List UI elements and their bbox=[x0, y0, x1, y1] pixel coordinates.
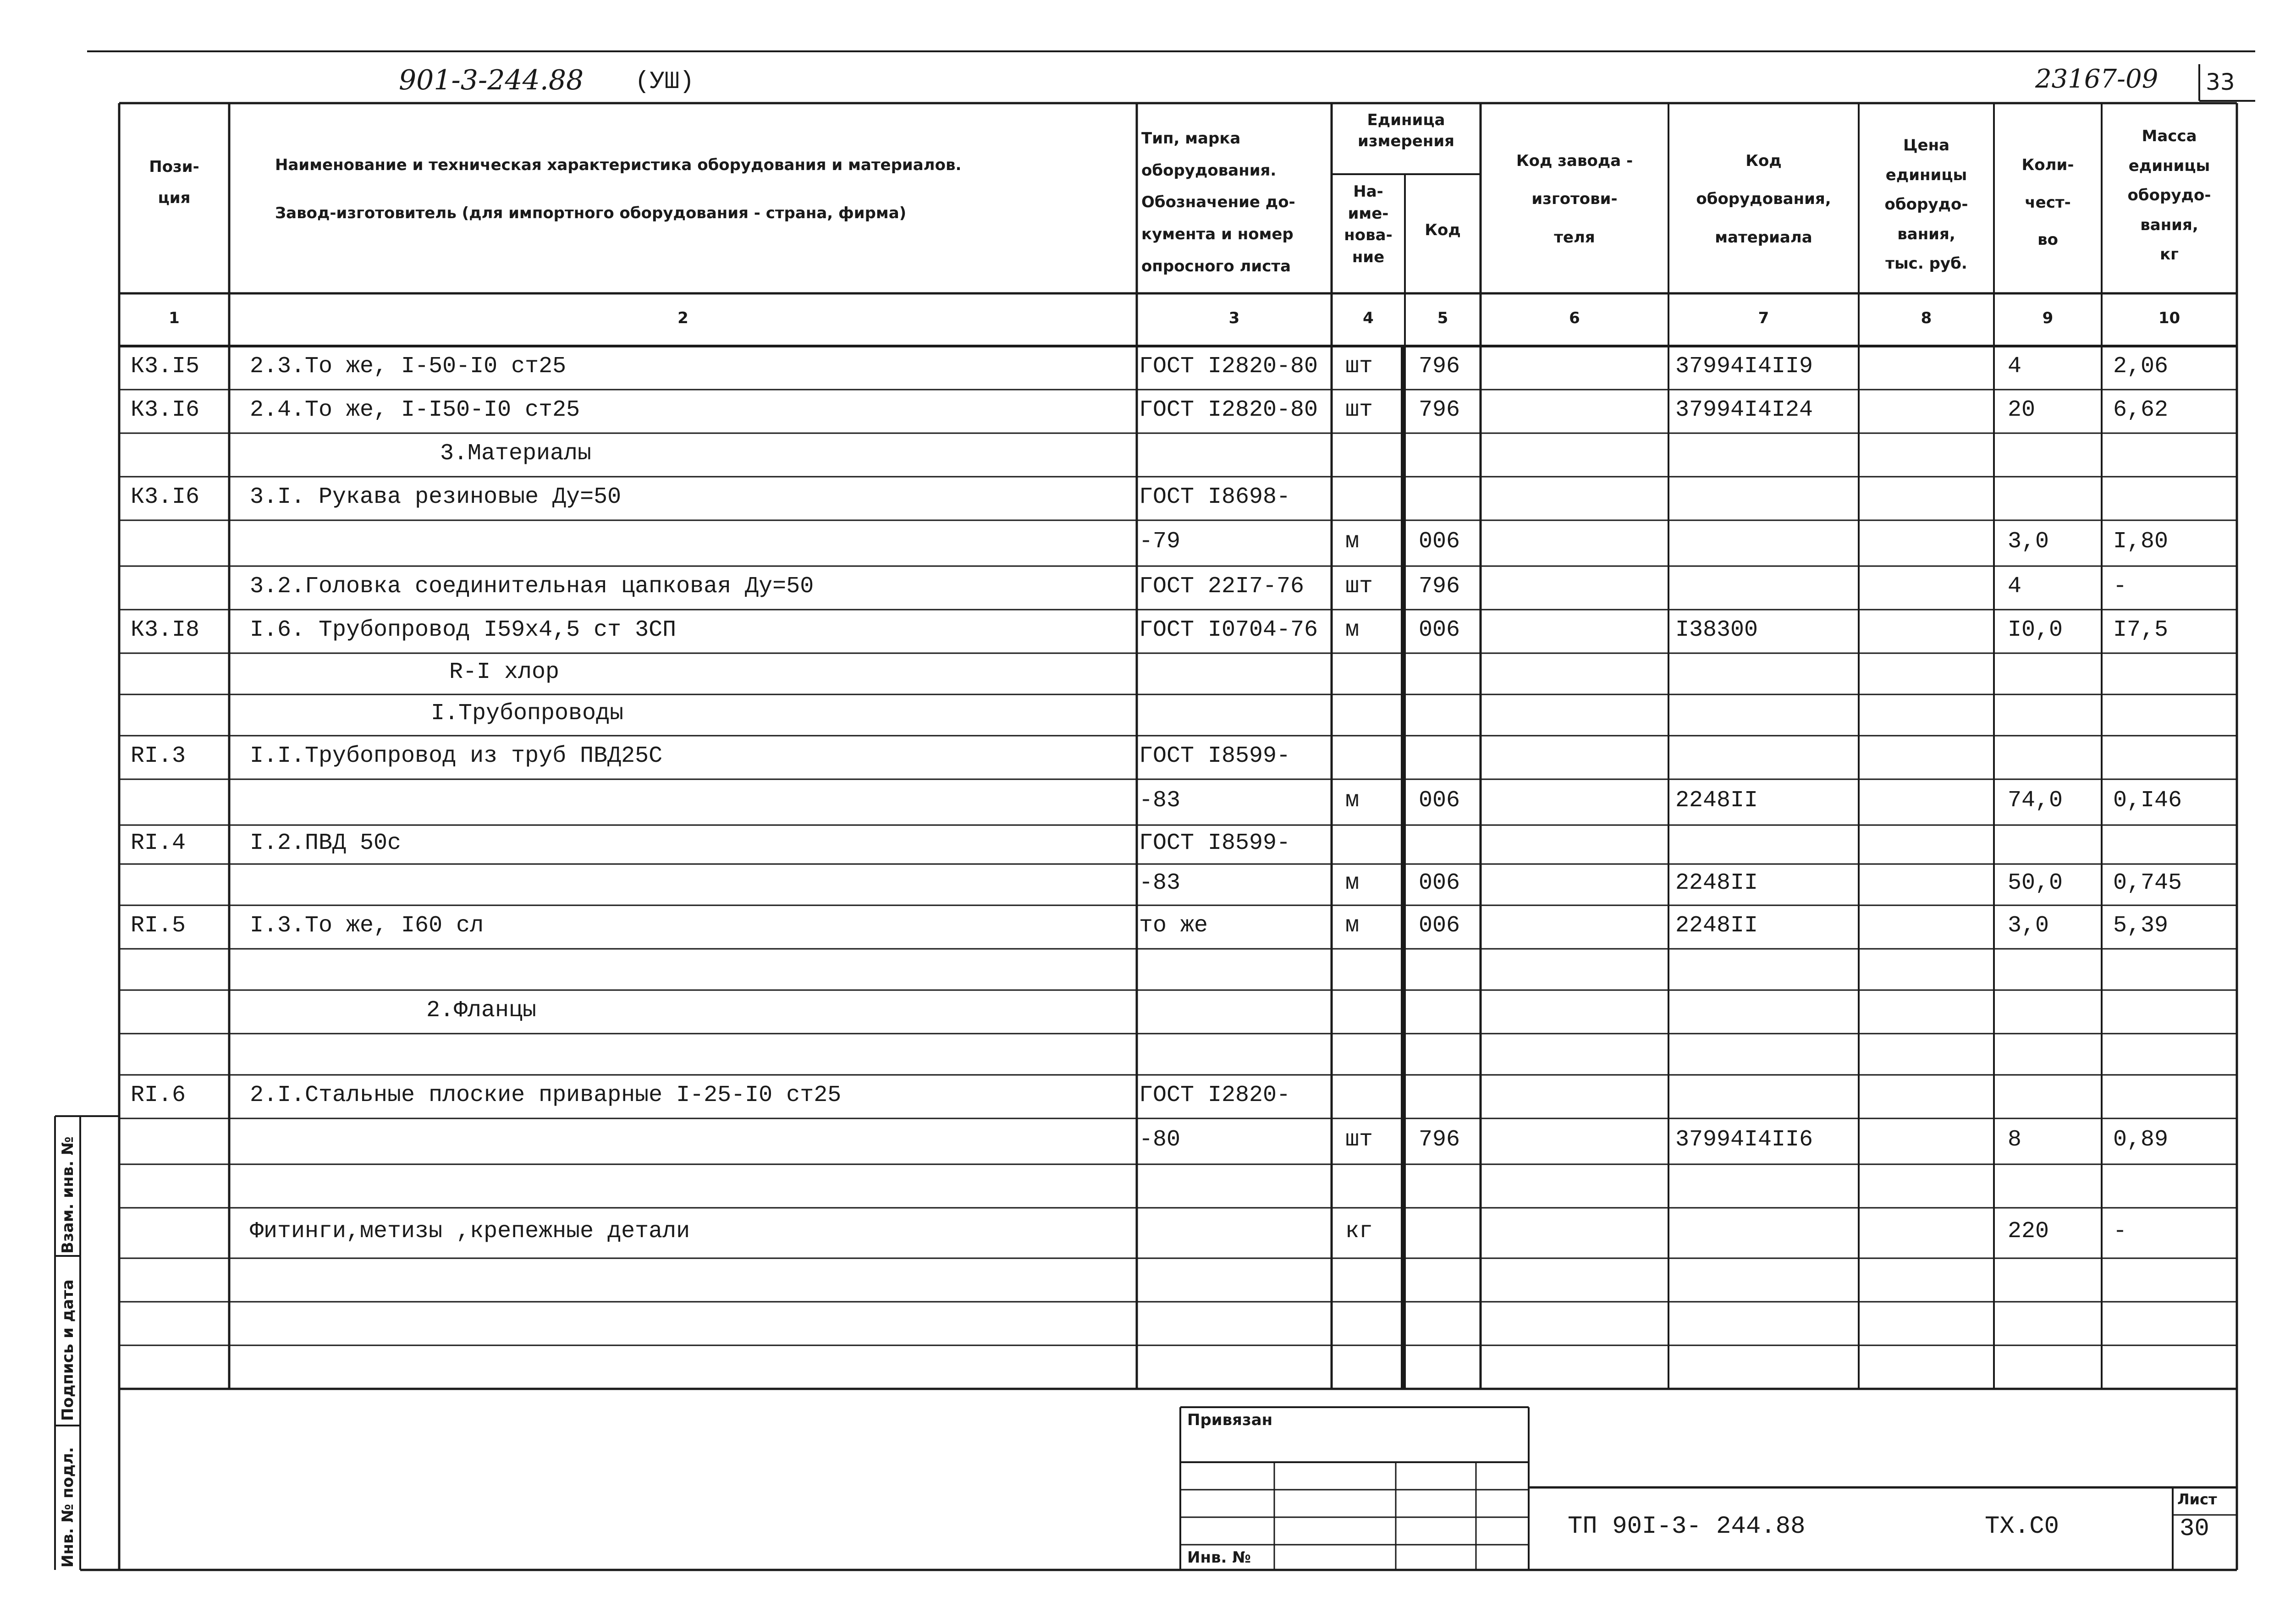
cell-mass: 5,39 bbox=[2113, 912, 2169, 939]
cell-unit-code: 796 bbox=[1419, 353, 1460, 380]
cell-name: I.3.То же, I60 сл bbox=[250, 912, 484, 939]
header-position: Пози- ция bbox=[149, 158, 199, 207]
cell-unit: м bbox=[1345, 617, 1360, 643]
cell-quantity: 20 bbox=[2008, 396, 2036, 423]
cell-name: 3.Материалы bbox=[440, 440, 592, 467]
cell-mass: - bbox=[2113, 1218, 2127, 1244]
header-name-line1: Наименование и техническая характеристика оборудования и материалов. bbox=[275, 156, 962, 174]
cell-unit: шт bbox=[1345, 1127, 1373, 1153]
cell-mass: I7,5 bbox=[2113, 617, 2169, 643]
cell-equipment-code: I38300 bbox=[1675, 617, 1758, 643]
cell-mass: I,80 bbox=[2113, 528, 2169, 555]
cell-equipment-code: 37994I4I24 bbox=[1675, 396, 1813, 423]
cell-equipment-code: 2248II bbox=[1675, 912, 1758, 939]
cell-doc: ГОСТ I0704-76 bbox=[1139, 617, 1318, 643]
side-stamp-inv-vzam: Взам. инв. № bbox=[59, 1136, 77, 1254]
header-equipment-code: Код оборудования, материала bbox=[1696, 152, 1831, 247]
cell-unit-code: 796 bbox=[1419, 396, 1460, 423]
cell-position: К3.I6 bbox=[131, 396, 200, 423]
cell-position: К3.I5 bbox=[131, 353, 200, 380]
cell-position: RI.3 bbox=[131, 743, 186, 769]
column-number-4: 4 bbox=[1363, 309, 1374, 327]
cell-doc: ГОСТ I8599- bbox=[1139, 743, 1291, 769]
cell-equipment-code: 37994I4II9 bbox=[1675, 353, 1813, 380]
cell-doc: ГОСТ I2820-80 bbox=[1139, 396, 1318, 423]
cell-name: 2.4.То же, I-I50-I0 ст25 bbox=[250, 396, 580, 423]
cell-name: I.I.Трубопровод из труб ПВД25С bbox=[250, 743, 663, 769]
cell-mass: 2,06 bbox=[2113, 353, 2169, 380]
cell-name: 2.I.Стальные плоские приварные I-25-I0 ст25 bbox=[250, 1082, 842, 1108]
cell-unit: шт bbox=[1345, 396, 1373, 423]
header-doc-type: Тип, марка оборудования. Обозначение до- кумента и номер опросного листа bbox=[1141, 129, 1295, 275]
cell-unit-code: 796 bbox=[1419, 1127, 1460, 1153]
cell-name: 2.Фланцы bbox=[426, 997, 537, 1024]
cell-name: 3.I. Рукава резиновые Ду=50 bbox=[250, 484, 622, 510]
header-unit-code: Код bbox=[1425, 221, 1461, 239]
title-block-project-code: ТП 90I-3- 244.88 bbox=[1568, 1513, 1806, 1541]
cell-mass: 0,I46 bbox=[2113, 787, 2182, 814]
cell-name: 2.3.То же, I-50-I0 ст25 bbox=[250, 353, 567, 380]
cell-unit-code: 006 bbox=[1419, 528, 1460, 555]
page-number: 33 bbox=[2206, 69, 2235, 95]
cell-quantity: 8 bbox=[2008, 1127, 2022, 1153]
column-number-7: 7 bbox=[1758, 309, 1769, 327]
cell-mass: 0,745 bbox=[2113, 870, 2182, 896]
cell-unit: кг bbox=[1345, 1218, 1373, 1244]
title-block-doc-mark: ТХ.С0 bbox=[1985, 1513, 2059, 1541]
cell-doc: ГОСТ I2820- bbox=[1139, 1082, 1291, 1108]
column-number-2: 2 bbox=[677, 309, 688, 327]
cell-quantity: 3,0 bbox=[2008, 528, 2049, 555]
cell-unit: м bbox=[1345, 870, 1360, 896]
cell-position: RI.6 bbox=[131, 1082, 186, 1108]
cell-quantity: 50,0 bbox=[2008, 870, 2063, 896]
cell-quantity: 4 bbox=[2008, 573, 2022, 600]
cell-mass: 0,89 bbox=[2113, 1127, 2169, 1153]
document-code-suffix: (УШ) bbox=[635, 68, 694, 96]
cell-mass: 6,62 bbox=[2113, 396, 2169, 423]
column-number-9: 9 bbox=[2042, 309, 2054, 327]
side-stamp-inv-podl: Инв. № подл. bbox=[59, 1447, 77, 1568]
cell-equipment-code: 37994I4II6 bbox=[1675, 1127, 1813, 1153]
cell-doc: -83 bbox=[1139, 787, 1181, 814]
cell-unit-code: 006 bbox=[1419, 870, 1460, 896]
side-stamp-signature-date: Подпись и дата bbox=[59, 1279, 77, 1421]
cell-position: К3.I8 bbox=[131, 617, 200, 643]
cell-equipment-code: 2248II bbox=[1675, 870, 1758, 896]
cell-position: К3.I6 bbox=[131, 484, 200, 510]
column-number-3: 3 bbox=[1228, 309, 1240, 327]
cell-unit: м bbox=[1345, 528, 1360, 555]
cell-name: R-I хлор bbox=[449, 659, 560, 685]
cell-doc: ГОСТ I2820-80 bbox=[1139, 353, 1318, 380]
header-quantity: Коли- чест- во bbox=[2021, 156, 2074, 249]
cell-name: I.Трубопроводы bbox=[431, 700, 624, 727]
header-unit-group: Единица измерения bbox=[1358, 111, 1454, 150]
cell-unit: шт bbox=[1345, 573, 1373, 600]
header-unit-name: На- име- нова- ние bbox=[1344, 182, 1393, 266]
cell-name: Фитинги,метизы ,крепежные детали bbox=[250, 1218, 690, 1244]
header-unit-price: Цена единицы оборудо- вания, тыс. руб. bbox=[1884, 136, 1968, 273]
stamp-inv-no-label: Инв. № bbox=[1187, 1548, 1251, 1567]
header-name-line2: Завод-изготовитель (для импортного оборудования - страна, фирма) bbox=[275, 204, 907, 222]
cell-doc: ГОСТ 22I7-76 bbox=[1139, 573, 1305, 600]
title-block-sheet-label: Лист bbox=[2177, 1491, 2217, 1508]
cell-doc: ГОСТ I8698- bbox=[1139, 484, 1291, 510]
cell-mass: - bbox=[2113, 573, 2127, 600]
cell-quantity: I0,0 bbox=[2008, 617, 2063, 643]
cell-doc: то же bbox=[1139, 912, 1208, 939]
header-plant-code: Код завода - изготови- теля bbox=[1516, 152, 1633, 247]
cell-unit-code: 796 bbox=[1419, 573, 1460, 600]
column-number-5: 5 bbox=[1437, 309, 1448, 327]
stamp-privyazan-label: Привязан bbox=[1187, 1411, 1273, 1429]
header-unit-mass: Масса единицы оборудо- вания, кг bbox=[2127, 127, 2211, 264]
cell-equipment-code: 2248II bbox=[1675, 787, 1758, 814]
cell-name: I.6. Трубопровод I59x4,5 ст 3СП bbox=[250, 617, 677, 643]
cell-quantity: 74,0 bbox=[2008, 787, 2063, 814]
cell-unit: шт bbox=[1345, 353, 1373, 380]
cell-position: RI.5 bbox=[131, 912, 186, 939]
cell-unit: м bbox=[1345, 912, 1360, 939]
title-block-sheet-number: 30 bbox=[2180, 1515, 2209, 1543]
inventory-code: 23167-09 bbox=[2035, 64, 2158, 94]
cell-name: 3.2.Головка соединительная цапковая Ду=50 bbox=[250, 573, 814, 600]
cell-position: RI.4 bbox=[131, 830, 186, 856]
cell-doc: -80 bbox=[1139, 1127, 1181, 1153]
cell-unit-code: 006 bbox=[1419, 617, 1460, 643]
cell-doc: -83 bbox=[1139, 870, 1181, 896]
cell-quantity: 4 bbox=[2008, 353, 2022, 380]
cell-doc: ГОСТ I8599- bbox=[1139, 830, 1291, 856]
column-number-1: 1 bbox=[169, 309, 180, 327]
cell-unit: м bbox=[1345, 787, 1360, 814]
cell-doc: -79 bbox=[1139, 528, 1181, 555]
column-number-8: 8 bbox=[1921, 309, 1932, 327]
column-number-10: 10 bbox=[2158, 309, 2180, 327]
cell-unit-code: 006 bbox=[1419, 912, 1460, 939]
cell-quantity: 3,0 bbox=[2008, 912, 2049, 939]
cell-quantity: 220 bbox=[2008, 1218, 2049, 1244]
column-number-6: 6 bbox=[1569, 309, 1580, 327]
cell-unit-code: 006 bbox=[1419, 787, 1460, 814]
cell-name: I.2.ПВД 50с bbox=[250, 830, 402, 856]
document-code: 901-3-244.88 bbox=[399, 64, 584, 96]
